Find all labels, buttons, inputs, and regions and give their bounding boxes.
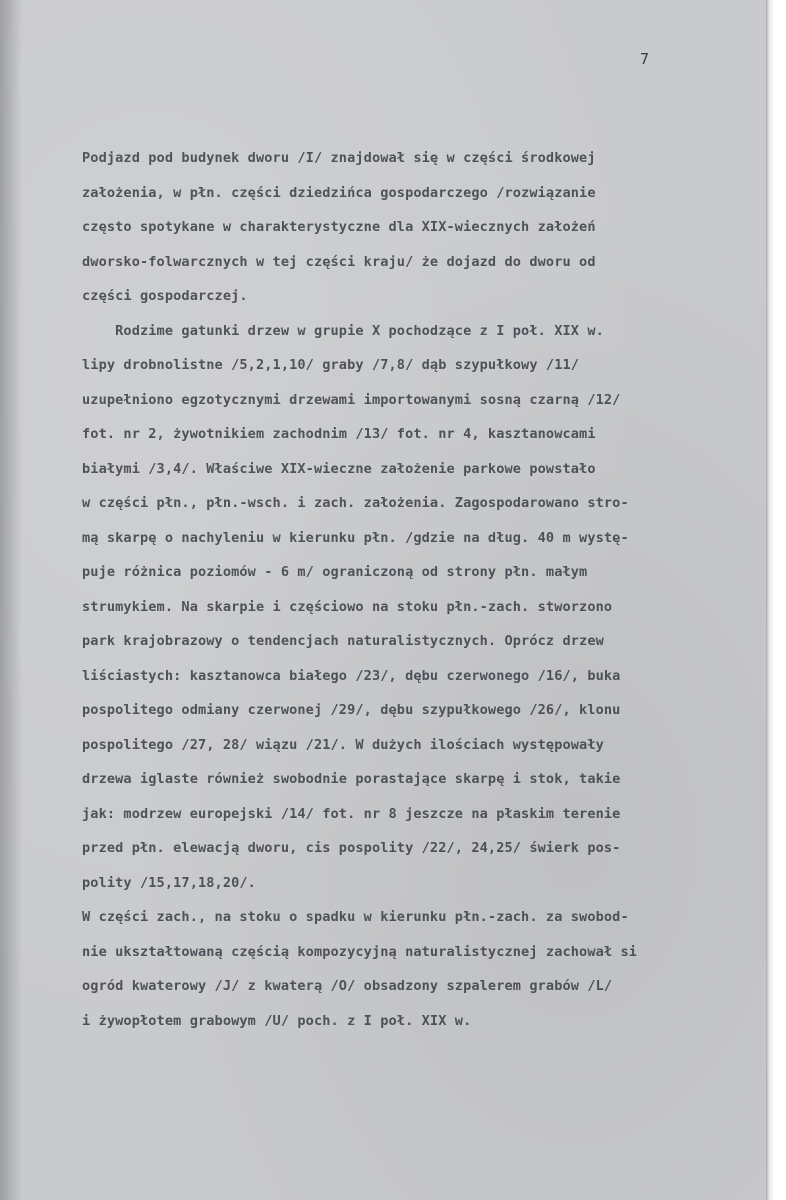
page-edge	[766, 0, 786, 1200]
text-line: drzewa iglaste również swobodnie porastające skarpę i stok, takie	[82, 771, 621, 787]
text-line: liściastych: kasztanowca białego /23/, dębu czerwonego /16/, buka	[82, 667, 621, 684]
text-line: Rodzime gatunki drzew w grupie X pochodzące z I poł. XIX w.	[82, 322, 604, 339]
text-line: przed płn. elewacją dworu, cis pospolity /22/, 24,25/ świerk pos-	[82, 840, 621, 856]
scan-shadow	[0, 0, 22, 1200]
text-line: puje różnica poziomów - 6 m/ ograniczoną od strony płn. małym	[82, 564, 588, 580]
text-line: pospolitego odmiany czerwonej /29/, dębu szypułkowego /26/, klonu	[82, 702, 621, 718]
text-line: białymi /3,4/. Właściwe XIX-wieczne założenie parkowe powstało	[82, 460, 596, 477]
typed-body-text	[82, 141, 762, 1038]
text-line: polity /15,17,18,20/.	[82, 874, 256, 891]
text-line: ogród kwaterowy /J/ z kwaterą /O/ obsadzony szpalerem grabów /L/	[82, 978, 613, 994]
text-line: nie ukształtowaną częścią kompozycyjną naturalistycznej zachował si	[82, 943, 638, 960]
text-line: części gospodarczej.	[82, 288, 248, 304]
text-line: w części płn., płn.-wsch. i zach. założenia. Zagospodarowano stro-	[82, 495, 629, 511]
text-line: uzupełniono egzotycznymi drzewami importowanymi sosną czarną /12/	[82, 391, 621, 408]
text-line: i żywopłotem grabowym /U/ poch. z I poł. XIX w.	[82, 1012, 472, 1029]
text-line: założenia, w płn. części dziedzińca gospodarczego /rozwiązanie	[82, 184, 596, 201]
text-line: strumykiem. Na skarpie i częściowo na stoku płn.-zach. stworzono	[82, 598, 613, 615]
text-line: dworsko-folwarcznych w tej części kraju/ że dojazd do dworu od	[82, 253, 596, 270]
text-line: Podjazd pod budynek dworu /I/ znajdował się w części środkowej	[82, 150, 596, 166]
text-line: park krajobrazowy o tendencjach naturalistycznych. Oprócz drzew	[82, 633, 604, 649]
text-line: jak: modrzew europejski /14/ fot. nr 8 jeszcze na płaskim terenie	[82, 805, 621, 822]
text-line: lipy drobnolistne /5,2,1,10/ graby /7,8/ dąb szypułkowy /11/	[82, 357, 580, 373]
page-number: 7	[640, 50, 650, 68]
text-line: pospolitego /27, 28/ wiązu /21/. W dużych ilościach występowały	[82, 736, 604, 753]
text-line: W części zach., na stoku o spadku w kierunku płn.-zach. za swobod-	[82, 909, 629, 925]
text-line: mą skarpę o nachyleniu w kierunku płn. /gdzie na dług. 40 m wystę-	[82, 529, 629, 546]
text-line: często spotykane w charakterystyczne dla XIX-wiecznych założeń	[82, 219, 596, 235]
text-line: fot. nr 2, żywotnikiem zachodnim /13/ fot. nr 4, kasztanowcami	[82, 426, 596, 442]
